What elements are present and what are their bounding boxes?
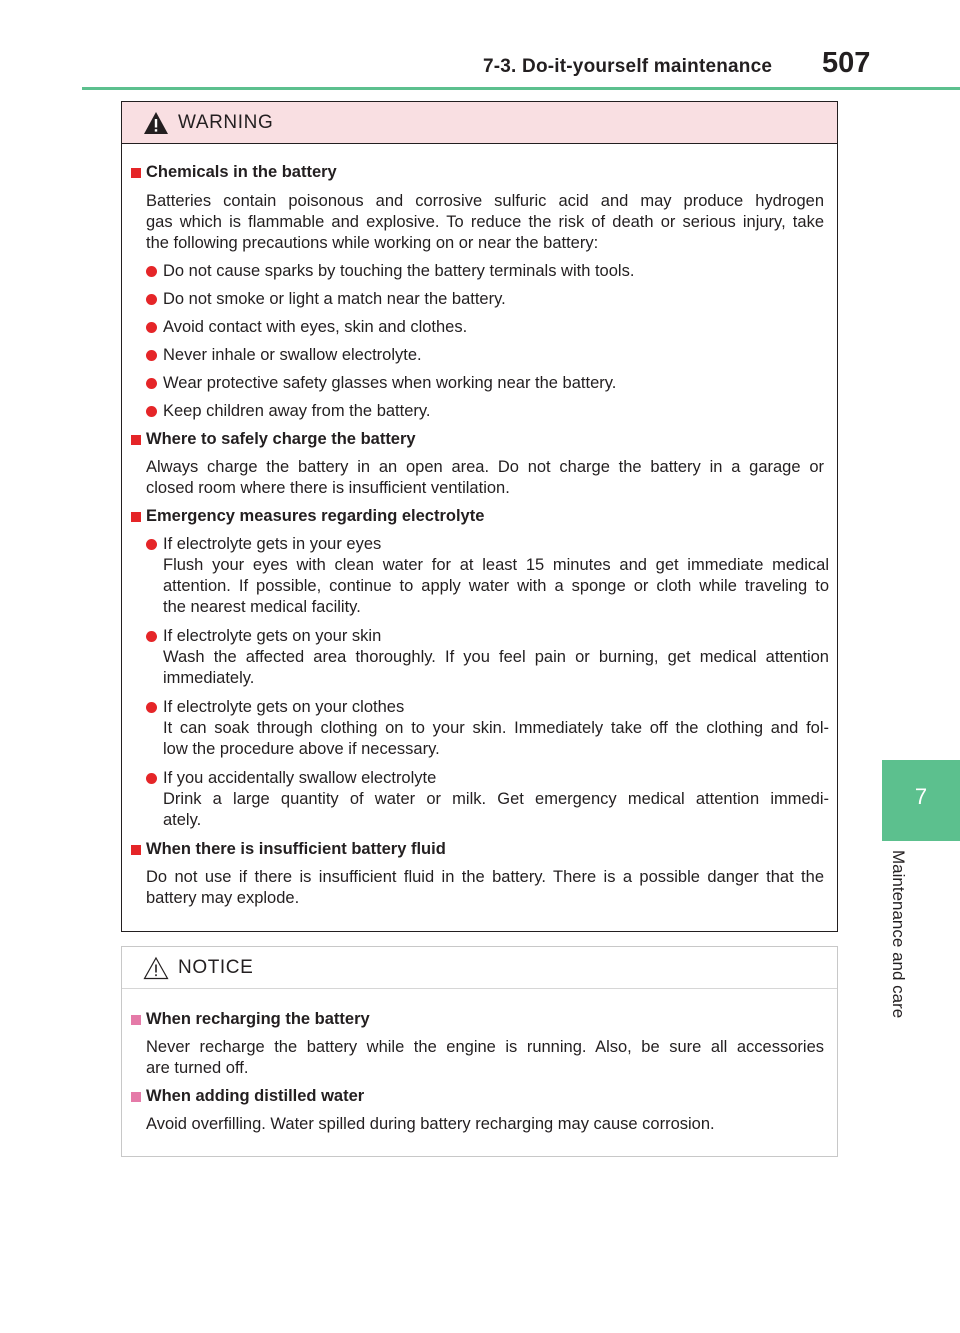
bullet-title: If electrolyte gets on your skin [163, 627, 382, 645]
bullet-text: attention. If possible, continue to apply water with a sponge or cloth while traveling to [163, 577, 829, 595]
section-marker [131, 1015, 141, 1025]
page-header [0, 0, 960, 92]
bullet-title: If you accidentally swallow electrolyte [163, 769, 437, 787]
bullet-dot [146, 702, 157, 713]
notice-label: NOTICE [178, 957, 254, 978]
warning-header [122, 102, 837, 144]
bullet-text: Never inhale or swallow electrolyte. [163, 346, 422, 364]
bullet-text: immediately. [163, 669, 255, 687]
paragraph-line: battery may explode. [146, 889, 300, 907]
warning-box [121, 101, 838, 932]
warning-body [122, 144, 837, 931]
bullet-dot [146, 539, 157, 550]
bullet-dot [146, 631, 157, 642]
bullet-text: Drink a large quantity of water or milk. Get emergency medical attention immedi- [163, 790, 829, 808]
paragraph-line: Never recharge the battery while the engine is running. Also, be sure all accessories [146, 1038, 824, 1056]
bullet-text: Avoid contact with eyes, skin and clothes. [163, 318, 468, 336]
chapter-title-vertical [888, 850, 918, 1040]
chapter-title: Maintenance and care [889, 850, 908, 1019]
bullet-dot [146, 266, 157, 277]
section-heading: When adding distilled water [146, 1087, 365, 1105]
bullet-text: Keep children away from the battery. [163, 402, 431, 420]
section-marker [131, 1092, 141, 1102]
section-marker [131, 512, 141, 522]
section-marker [131, 168, 141, 178]
section-heading: When recharging the battery [146, 1010, 370, 1028]
bullet-text: It can soak through clothing on to your skin. Immediately take off the clothing and fol- [163, 719, 829, 737]
notice-box [121, 946, 838, 1157]
section-marker [131, 435, 141, 445]
bullet-text: ately. [163, 811, 202, 829]
paragraph-line: Batteries contain poisonous and corrosive sulfuric acid and may produce hydrogen [146, 192, 824, 210]
warning-label: WARNING [178, 112, 274, 133]
paragraph-line: the following precautions while working on or near the battery: [146, 234, 599, 252]
bullet-title: If electrolyte gets in your eyes [163, 535, 382, 553]
bullet-text: Do not cause sparks by touching the battery terminals with tools. [163, 262, 635, 280]
bullet-dot [146, 406, 157, 417]
paragraph-line: Do not use if there is insufficient fluid in the battery. There is a possible danger that the [146, 868, 824, 886]
warning-triangle-icon [143, 111, 169, 135]
bullet-text: Flush your eyes with clean water for at least 15 minutes and get immediate medical [163, 556, 829, 574]
bullet-dot [146, 322, 157, 333]
bullet-dot [146, 378, 157, 389]
section-heading: Chemicals in the battery [146, 163, 337, 181]
section-marker [131, 845, 141, 855]
chapter-tab [882, 760, 960, 841]
bullet-dot [146, 294, 157, 305]
notice-header [122, 947, 837, 989]
section-heading: When there is insufficient battery fluid [146, 840, 446, 858]
paragraph-line: Avoid overfilling. Water spilled during battery recharging may cause corrosion. [146, 1115, 715, 1133]
bullet-text: Wash the affected area thoroughly. If you feel pain or burning, get medical attention [163, 648, 829, 666]
bullet-dot [146, 773, 157, 784]
header-rule [82, 87, 960, 90]
paragraph-line: gas which is flammable and explosive. To reduce the risk of death or serious injury, take [146, 213, 824, 231]
bullet-text: low the procedure above if necessary. [163, 740, 440, 758]
bullet-text: Do not smoke or light a match near the battery. [163, 290, 506, 308]
section-heading: Emergency measures regarding electrolyte [146, 507, 485, 525]
notice-body [122, 989, 837, 1156]
notice-triangle-icon [143, 956, 169, 980]
bullet-title: If electrolyte gets on your clothes [163, 698, 405, 716]
page-number: 507 [822, 47, 871, 79]
section-heading: Where to safely charge the battery [146, 430, 416, 448]
paragraph-line: Always charge the battery in an open area. Do not charge the battery in a garage or [146, 458, 824, 476]
paragraph-line: are turned off. [146, 1059, 249, 1077]
chapter-number: 7 [914, 784, 928, 809]
paragraph-line: closed room where there is insufficient ventilation. [146, 479, 510, 497]
section-title: 7-3. Do-it-yourself maintenance [483, 56, 773, 77]
bullet-dot [146, 350, 157, 361]
bullet-text: the nearest medical facility. [163, 598, 361, 616]
bullet-text: Wear protective safety glasses when working near the battery. [163, 374, 617, 392]
